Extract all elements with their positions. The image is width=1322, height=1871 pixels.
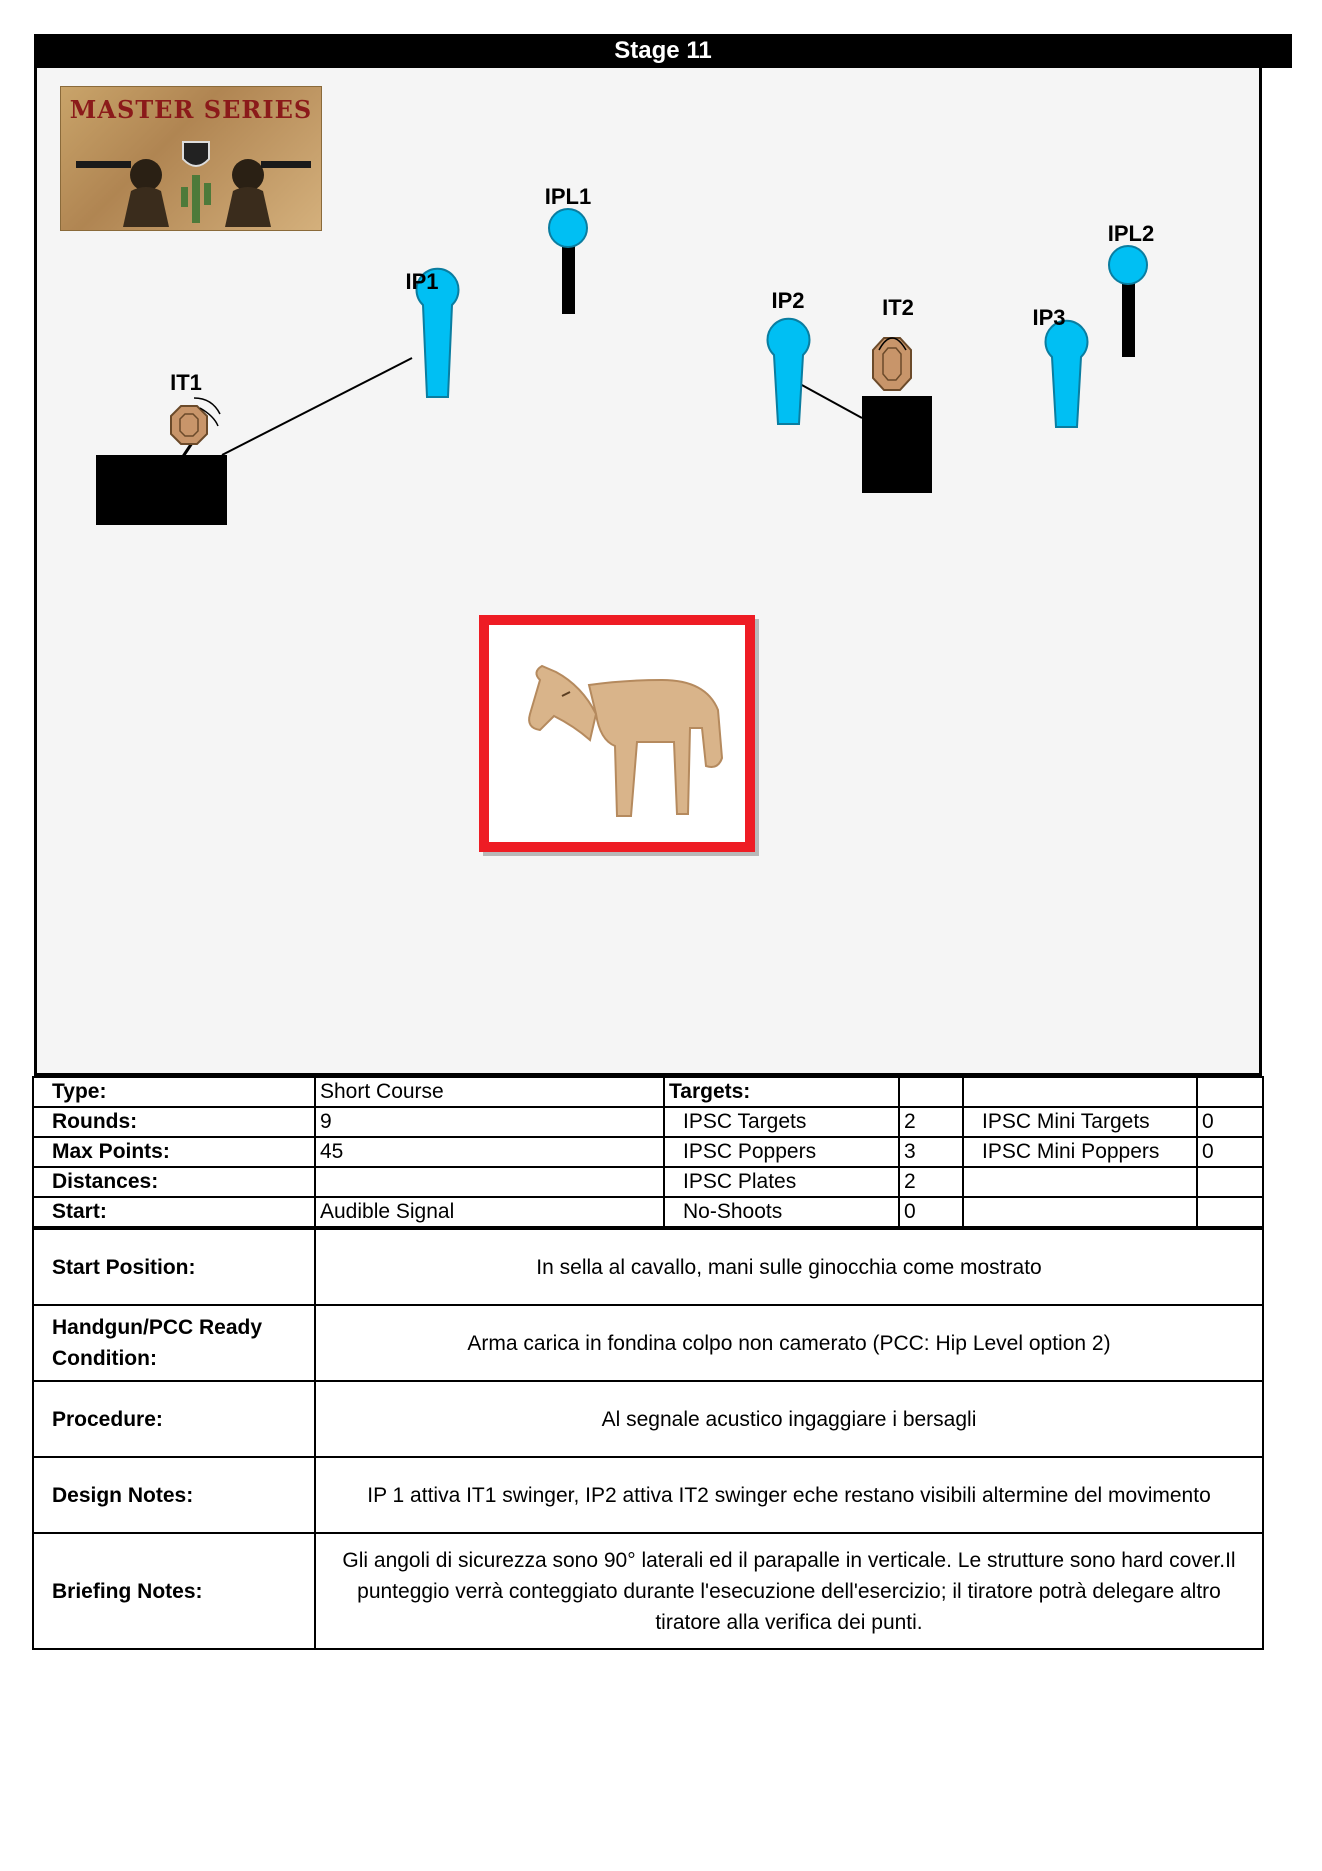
table-row: [33, 1107, 1263, 1137]
rounds-label: Rounds:: [33, 1107, 315, 1137]
ipsc-poppers-value: 3: [899, 1137, 963, 1167]
empty-cell: [899, 1077, 963, 1107]
ipl1-label: IPL1: [544, 184, 592, 209]
table-row: [33, 1197, 1263, 1227]
type-label: Type:: [33, 1077, 315, 1107]
ip1-label: IP1: [405, 269, 439, 294]
table-row: [33, 1381, 1263, 1457]
max-points-label: Max Points:: [33, 1137, 315, 1167]
ready-condition-label-line2: Condition:: [52, 1347, 157, 1370]
procedure-value: Al segnale acustico ingaggiare i bersagli: [315, 1381, 1263, 1457]
ipl1-plate: [549, 209, 587, 247]
it2-activation-wire: [800, 384, 862, 418]
stage-notes-table: [32, 1228, 1264, 1650]
table-row: [33, 1229, 1263, 1305]
ready-condition-label: [33, 1305, 315, 1381]
it1-label: IT1: [170, 370, 202, 395]
table-row: [33, 1167, 1263, 1197]
stage-title: Stage 11: [34, 34, 1292, 68]
start-value: Audible Signal: [315, 1197, 664, 1227]
table-row: [33, 1077, 1263, 1107]
ipsc-poppers-label: IPSC Poppers: [664, 1137, 899, 1167]
logo-text: MASTER SERIES: [69, 95, 313, 124]
distances-value: [315, 1167, 664, 1197]
max-points-value: 45: [315, 1137, 664, 1167]
it1-hard-cover: [96, 455, 227, 525]
empty-cell: [963, 1197, 1197, 1227]
rounds-value: 9: [315, 1107, 664, 1137]
ipsc-mini-targets-label: IPSC Mini Targets: [963, 1107, 1197, 1137]
start-position-value: In sella al cavallo, mani sulle ginocchia come mostrato: [315, 1229, 1263, 1305]
ipl2-plate: [1109, 246, 1147, 284]
it1-target: [171, 406, 207, 444]
table-row: [33, 1533, 1263, 1649]
distances-label: Distances:: [33, 1167, 315, 1197]
no-shoots-value: 0: [899, 1197, 963, 1227]
start-position-label: Start Position:: [33, 1229, 315, 1305]
start-position-horse-photo: [479, 615, 759, 856]
empty-cell: [963, 1167, 1197, 1197]
briefing-notes-value: Gli angoli di sicurezza sono 90° laterali ed il parapalle in verticale. Le strutture sono hard cover.Il punteggio verrà conteggiato durante l'esecuzione dell'esercizio; il tiratore potrà delegare altro tiratore alla verifica dei punti.: [315, 1533, 1263, 1649]
no-shoots-label: No-Shoots: [664, 1197, 899, 1227]
stage-layout: [34, 68, 1262, 1076]
ip3-label: IP3: [1032, 305, 1066, 330]
design-notes-label: Design Notes:: [33, 1457, 315, 1533]
ipsc-mini-targets-value: 0: [1197, 1107, 1263, 1137]
it2-label: IT2: [882, 295, 914, 320]
ipsc-targets-value: 2: [899, 1107, 963, 1137]
ip2-popper: [768, 319, 810, 424]
table-row: [33, 1305, 1263, 1381]
ipl1-plate-stand: [562, 238, 575, 314]
ip2-label: IP2: [771, 288, 805, 313]
targets-label: Targets:: [664, 1077, 899, 1107]
ipsc-mini-poppers-label: IPSC Mini Poppers: [963, 1137, 1197, 1167]
type-value: Short Course: [315, 1077, 664, 1107]
ip3-popper: [1046, 321, 1088, 427]
ipl2-label: IPL2: [1107, 221, 1155, 246]
ipsc-plates-value: 2: [899, 1167, 963, 1197]
start-label: Start:: [33, 1197, 315, 1227]
briefing-notes-label: Briefing Notes:: [33, 1533, 315, 1649]
procedure-label: Procedure:: [33, 1381, 315, 1457]
it2-target: [873, 338, 911, 390]
stage-info-table: [32, 1076, 1264, 1228]
ipsc-targets-label: IPSC Targets: [664, 1107, 899, 1137]
ready-condition-label-line1: Handgun/PCC Ready: [52, 1316, 263, 1339]
empty-cell: [1197, 1077, 1263, 1107]
ipsc-plates-label: IPSC Plates: [664, 1167, 899, 1197]
it2-hard-cover: [862, 396, 932, 493]
design-notes-value: IP 1 attiva IT1 swinger, IP2 attiva IT2 swinger eche restano visibili altermine del movimento: [315, 1457, 1263, 1533]
table-row: [33, 1137, 1263, 1167]
it1-activation-wire: [222, 358, 412, 455]
empty-cell: [963, 1077, 1197, 1107]
ready-condition-value: Arma carica in fondina colpo non camerato (PCC: Hip Level option 2): [315, 1305, 1263, 1381]
table-row: [33, 1457, 1263, 1533]
empty-cell: [1197, 1167, 1263, 1197]
ipsc-mini-poppers-value: 0: [1197, 1137, 1263, 1167]
empty-cell: [1197, 1197, 1263, 1227]
